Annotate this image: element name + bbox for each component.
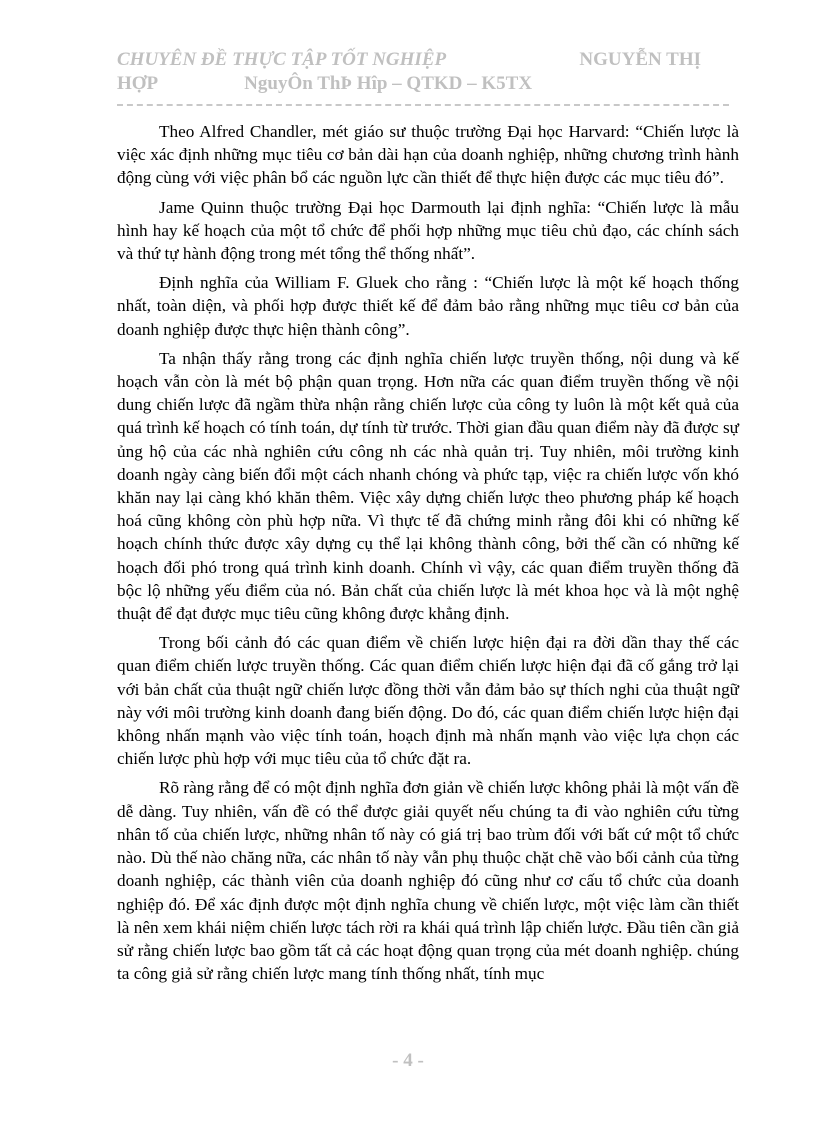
paragraph: Ta nhận thấy rằng trong các định nghĩa chiến lược truyền thống, nội dung và kế hoạch vẫn còn là mét bộ phận quan trọng. Hơn nữa các quan điểm truyền thống về nội dung chiến lược đã ngầm thừa nhận rằng chiến lược của công ty luôn là một kết quả của quá trình kế hoạch có tính toán, dự tính từ trước. Thời gian đầu quan điểm này đã được sự ủng hộ của các nhà nghiên cứu công nh các nhà quản trị. Tuy nhiên, môi trường kinh doanh ngày càng biến đổi một cách nhanh chóng và phức tạp, việc ra chiến lược vốn khó khăn nay lại càng khó khăn thêm. Việc xây dựng chiến lược theo phương pháp kế hoạch hoá cũng không còn phù hợp nữa. Vì thực tế đã chứng minh rằng đôi khi có những kế hoạch chính thức được xây dựng cụ thể lại không thành công, bởi thế cần có những kế hoạch đối phó trong quá trình kinh doanh. Chính vì vậy, các quan điểm truyền thống đã bộc lộ những yếu điểm của nó. Bản chất của chiến lược là mét khoa học và là một nghệ thuật để đạt được mục tiêu cũng không được khẳng định.: [117, 348, 739, 624]
paragraph: Theo Alfred Chandler, mét giáo sư thuộc trường Đại học Harvard: “Chiến lược là việc xác định những mục tiêu cơ bản dài hạn của doanh nghiệp, những chương trình hành động cùng với việc phân bổ các nguồn lực cần thiết để thực hiện được các mục tiêu đó”.: [117, 122, 739, 188]
header-author-name: NGUYỄN THỊ: [579, 49, 701, 70]
header-subtitle: NguyÔn ThÞ Hîp – QTKD – K5TX: [244, 73, 533, 94]
paragraph: Định nghĩa của William F. Gluek cho rằng : “Chiến lược là một kế hoạch thống nhất, toàn diện, và phối hợp được thiết kế để đảm bảo rằng những mục tiêu cơ bản của doanh nghiệp được thực hiện thành công”.: [117, 273, 739, 339]
header-divider: [117, 104, 729, 106]
header-course-title: CHUYÊN ĐỀ THỰC TẬP TỐT NGHIỆP: [117, 49, 447, 70]
paragraph: Trong bối cảnh đó các quan điểm về chiến lược hiện đại ra đời dần thay thế các quan điểm chiến lược truyền thống. Các quan điểm chiến lược hiện đại đã cố gắng trở lại với bản chất của thuật ngữ chiến lược đồng thời vẫn đảm bảo sự thích nghi của thuật ngữ này với môi trường kinh doanh đang biến động. Do đó, các quan điểm chiến lược hiện đại không nhấn mạnh vào việc tính toán, hoạch định mà nhấn mạnh vào việc lựa chọn các chiến lược phù hợp với mục tiêu của tổ chức đặt ra.: [117, 633, 739, 769]
header-line-2: [117, 72, 729, 96]
paragraph: Jame Quinn thuộc trường Đại học Darmouth lại định nghĩa: “Chiến lược là mẫu hình hay kế hoạch của một tổ chức để phối hợp những mục tiêu chủ đạo, các chính sách và thứ tự hành động trong mét tổng thể thống nhất”.: [117, 197, 739, 264]
document-body: [117, 120, 739, 991]
page-number: - 4 -: [392, 1050, 424, 1071]
header-line-1: [117, 48, 729, 72]
header-author-name-cont: HỢP: [117, 73, 159, 94]
paragraph: Rõ ràng rằng để có một định nghĩa đơn giản về chiến lược không phải là một vấn đề dễ dàng. Tuy nhiên, vấn đề có thể được giải quyết nếu chúng ta đi vào nghiên cứu từng nhân tố của chiến lược, những nhân tố này có giá trị bao trùm đối với bất cứ một tổ chức nào. Dù thế nào chăng nữa, các nhân tố này vẫn phụ thuộc chặt chẽ vào bối cảnh của từng doanh nghiệp, các thành viên của doanh nghiệp đó cũng như cơ cấu tổ chức của doanh nghiệp đó. Để xác định được một định nghĩa chung về chiến lược, một việc làm cần thiết là nên xem khái niệm chiến lược tách rời ra khái quá trình lập chiến lược. Đầu tiên cần giả sử rằng chiến lược bao gồm tất cả các hoạt động quan trọng của mét doanh nghiệp. chúng ta công giả sử rằng chiến lược mang tính thống nhất, tính mục: [117, 778, 739, 984]
page-header: [117, 48, 729, 96]
